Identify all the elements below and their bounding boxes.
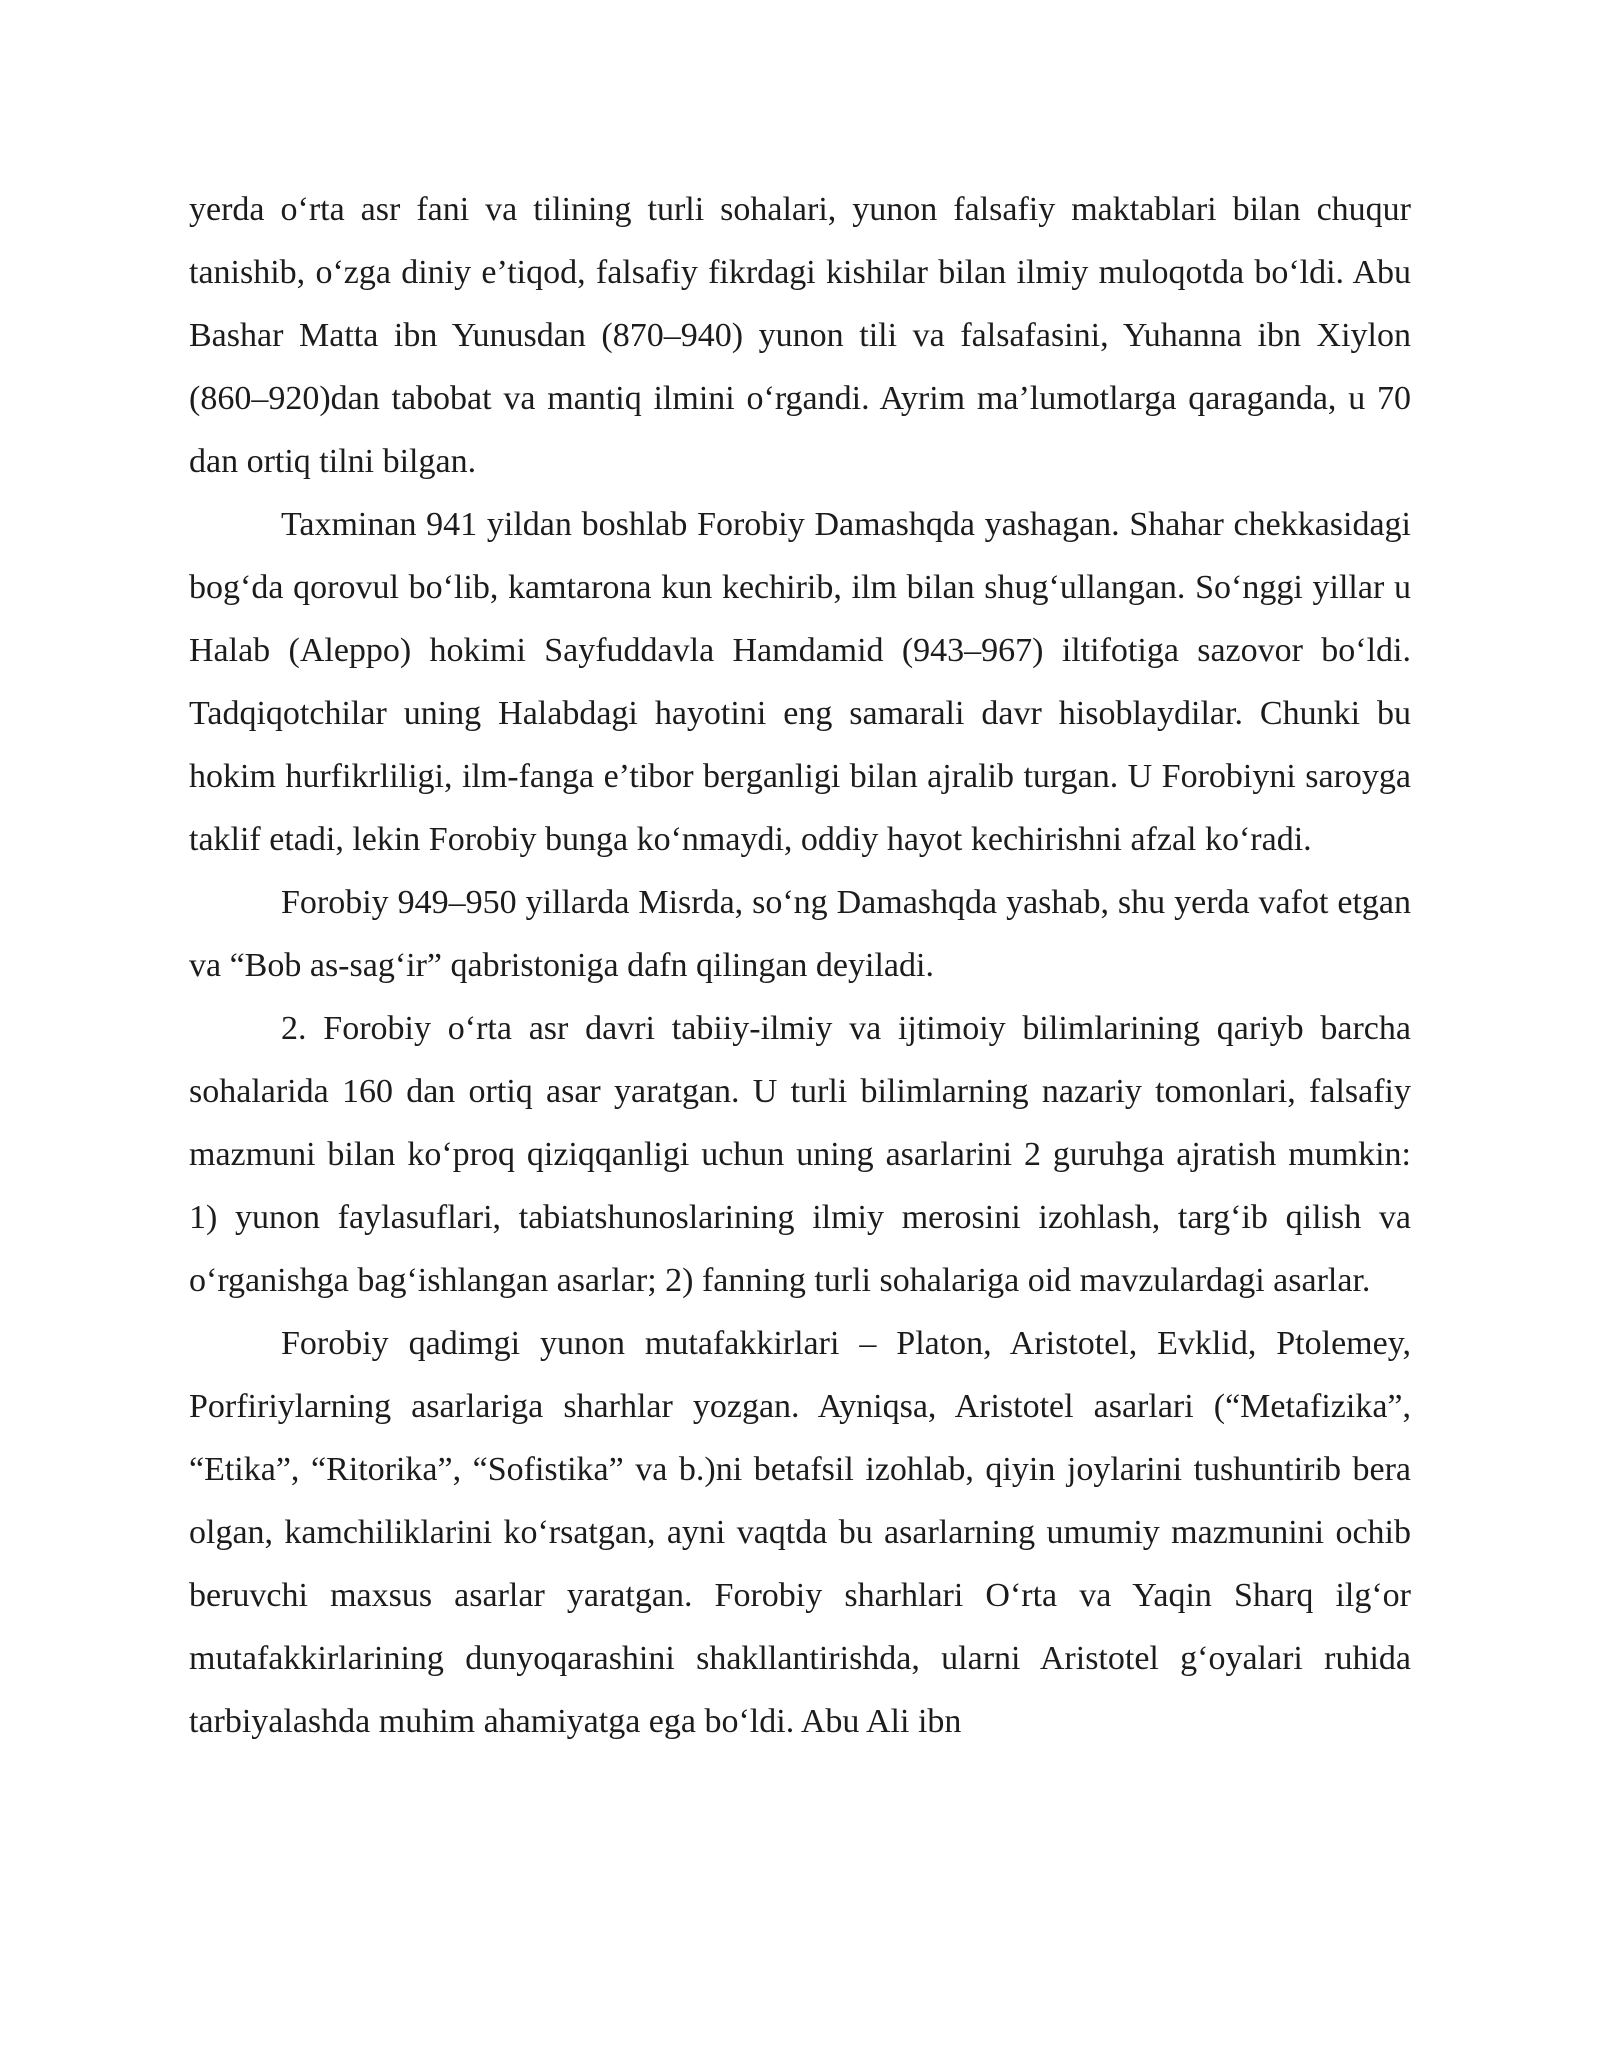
paragraph-1-continued: yerda o‘rta asr fani va tilining turli sohalari, yunon falsafiy maktablari bilan chuqur tanishib, o‘zga diniy e’tiqod, falsafiy fikrdagi kishilar bilan ilmiy muloqotda bo‘ldi. Abu Bashar Matta ibn Yunusdan (870–940) yunon tili va falsafasini, Yuhanna ibn Xiylon (860–920)dan tabobat va mantiq ilmini o‘rgandi. Ayrim ma’lumotlarga qaraganda, u 70 dan ortiq tilni bilgan. [189, 191, 1411, 480]
paragraph-3: Forobiy 949–950 yillarda Misrda, so‘ng Damashqda yashab, shu yerda vafot etgan va “Bob as-sag‘ir” qabristoniga dafn qilingan deyiladi. [189, 884, 1411, 984]
paragraph-4: 2. Forobiy o‘rta asr davri tabiiy-ilmiy va ijtimoiy bilimlarining qariyb barcha sohalarida 160 dan ortiq asar yaratgan. U turli bilimlarning nazariy tomonlari, falsafiy mazmuni bilan ko‘proq qiziqqanligi uchun uning asarlarini 2 guruhga ajratish mumkin: 1) yunon faylasuflari, tabiatshunoslarining ilmiy merosini izohlash, targ‘ib qilish va o‘rganishga bag‘ishlangan asarlar; 2) fanning turli sohalariga oid mavzulardagi asarlar. [189, 1010, 1411, 1299]
paragraph-5: Forobiy qadimgi yunon mutafakkirlari – Platon, Aristotel, Evklid, Ptolemey, Porfiriylarning asarlariga sharhlar yozgan. Ayniqsa, Aristotel asarlari (“Metafizika”, “Etika”, “Ritorika”, “Sofistika” va b.)ni betafsil izohlab, qiyin joylarini tushuntirib bera olgan, kamchiliklarini ko‘rsatgan, ayni vaqtda bu asarlarning umumiy mazmunini ochib beruvchi maxsus asarlar yaratgan. Forobiy sharhlari O‘rta va Yaqin Sharq ilg‘or mutafakkirlarining dunyoqarashini shakllantirishda, ularni Aristotel g‘oyalari ruhida tarbiyalashda muhim ahamiyatga ega bo‘ldi. Abu Ali ibn [189, 1325, 1411, 1740]
paragraph-2: Taxminan 941 yildan boshlab Forobiy Damashqda yashagan. Shahar chekkasidagi bog‘da qorovul bo‘lib, kamtarona kun kechirib, ilm bilan shug‘ullangan. So‘nggi yillar u Halab (Aleppo) hokimi Sayfuddavla Hamdamid (943–967) iltifotiga sazovor bo‘ldi. Tadqiqotchilar uning Halabdagi hayotini eng samarali davr hisoblaydilar. Chunki bu hokim hurfikrliligi, ilm-fanga e’tibor berganligi bilan ajralib turgan. U Forobiyni saroyga taklif etadi, lekin Forobiy bunga ko‘nmaydi, oddiy hayot kechirishni afzal ko‘radi. [189, 506, 1411, 858]
document-body [189, 178, 1411, 1753]
